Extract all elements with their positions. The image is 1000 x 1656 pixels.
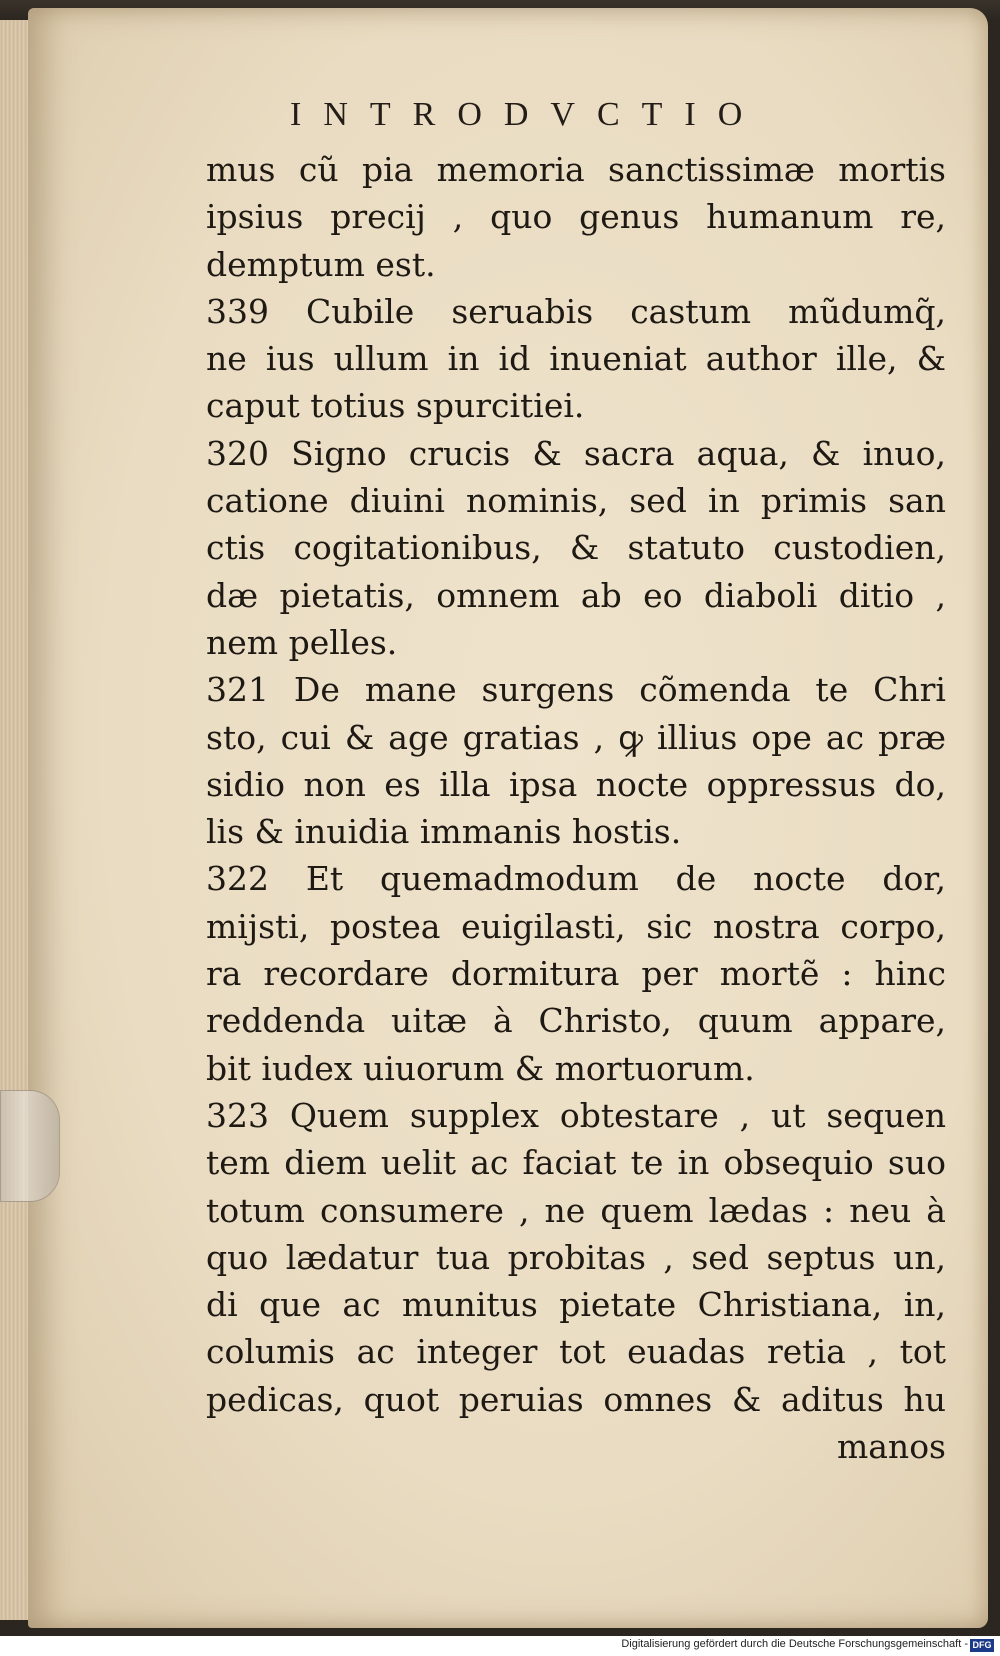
text-line: tem diem uelit ac faciat te in obsequio suo xyxy=(206,1143,946,1183)
text-line: ipsius precij , quo genus humanum re, xyxy=(206,197,946,237)
text-line: catione diuini nominis, sed in primis san xyxy=(206,481,946,521)
text-line: caput totius spurcitiei. xyxy=(206,386,585,426)
text-line: columis ac integer tot euadas retia , tot xyxy=(206,1332,946,1372)
book-clasp xyxy=(0,1090,60,1202)
catchword: manos xyxy=(836,1427,946,1467)
text-line: pedicas, quot peruias omnes & aditus hu xyxy=(206,1379,946,1419)
text-line: demptum est. xyxy=(206,244,436,284)
text-line: 321 De mane surgens cõmenda te Chri xyxy=(206,670,946,710)
text-line: sidio non es illa ipsa nocte oppressus do, xyxy=(206,764,946,804)
running-head: INTRODVCTIO xyxy=(290,96,765,133)
text-line: 322 Et quemadmodum de nocte dor, xyxy=(206,859,946,899)
text-line: 320 Signo crucis & sacra aqua, & inuo, xyxy=(206,433,946,473)
footer-credit: Digitalisierung gefördert durch die Deutsche Forschungsgemeinschaft - xyxy=(621,1638,968,1650)
text-line: di que ac munitus pietate Christiana, in, xyxy=(206,1285,946,1325)
text-line: sto, cui & age gratias , ꝙ illius ope ac præ xyxy=(206,717,946,757)
text-line: ra recordare dormitura per mortẽ : hinc xyxy=(206,954,946,994)
text-line: totum consumere , ne quem lædas : neu à xyxy=(206,1190,946,1230)
text-line: ne ius ullum in id inueniat author ille, & xyxy=(206,339,946,379)
text-line: mus cũ pia memoria sanctissimæ mortis xyxy=(206,150,946,189)
dfg-logo: DFG xyxy=(970,1639,994,1652)
text-line: ctis cogitationibus, & statuto custodien, xyxy=(206,528,946,568)
text-line: reddenda uitæ à Christo, quum appare, xyxy=(206,1001,946,1041)
text-line: lis & inuidia immanis hostis. xyxy=(206,812,682,852)
text-line: nem pelles. xyxy=(206,622,398,662)
text-line: dæ pietatis, omnem ab eo diaboli ditio , xyxy=(206,575,946,615)
text-line: bit iudex uiuorum & mortuorum. xyxy=(206,1048,755,1088)
text-line: 339 Cubile seruabis castum mũdumq̃, xyxy=(206,291,946,331)
text-line: mijsti, postea euigilasti, sic nostra corpo, xyxy=(206,906,946,946)
text-line: 323 Quem supplex obtestare , ut sequen xyxy=(206,1095,946,1135)
text-line: quo lædatur tua probitas , sed septus un, xyxy=(206,1237,946,1277)
text-block xyxy=(206,146,946,1470)
